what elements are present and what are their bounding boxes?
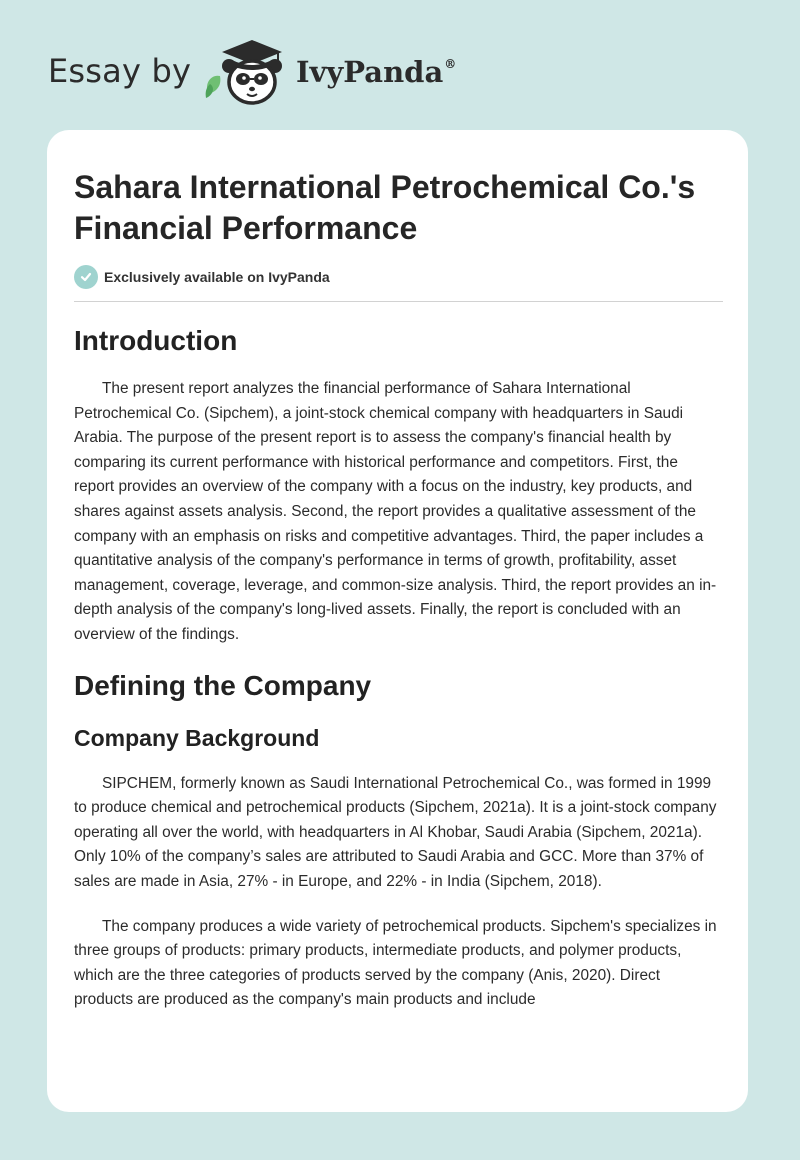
registered-mark: ®	[444, 57, 457, 71]
introduction-heading: Introduction	[74, 325, 238, 356]
introduction-paragraph: The present report analyzes the financial performance of Sahara International Petrochemical Co. (Sipchem), a joint-stock chemical company with headquarters in Saudi Arabia. The purpose of the present report is to assess the company's financial health by comparing its current performance with historical performance and competitors. First, the report provides an overview of the company with a focus on the industry, key products, and shares against assets analysis. Second, the report provides a qualitative assessment of the company with an emphasis on risks and competitive advantages. Third, the paper includes a quantitative analysis of the company's performance in terms of growth, profitability, asset management, coverage, leverage, and common-size analysis. Third, the report provides an in-depth analysis of the company's long-lived assets. Finally, the report is concluded with an overview of the findings.	[74, 380, 717, 643]
essay-by-label: Essay by	[48, 52, 192, 90]
essay-card	[47, 130, 748, 1112]
company-background-paragraph: SIPCHEM, formerly known as Saudi International Petrochemical Co., was formed in 1999 to produce chemical and petrochemical products (Sipchem, 2021a). It is a joint-stock company operating all over the world, with headquarters in Al Khobar, Saudi Arabia (Sipchem, 2021a). Only 10% of the company’s sales are attributed to Saudi Arabia and GCC. More than 37% of sales are made in Asia, 27% - in Europe, and 22% - in India (Sipchem, 2018).	[74, 774, 717, 890]
panda-graduation-cap-icon[interactable]	[202, 36, 290, 108]
page-title: Sahara International Petrochemical Co.'s Financial Performance	[74, 169, 696, 246]
exclusive-badge	[74, 264, 722, 290]
products-paragraph: The company produces a wide variety of petrochemical products. Sipchem's specializes in three groups of products: primary products, intermediate products, and polymer products, which are the three categories of products served by the company (Anis, 2020). Direct products are produced as the company's main products and include	[74, 917, 717, 1009]
essay-content	[74, 130, 722, 1013]
check-circle-icon	[74, 265, 98, 289]
defining-company-heading: Defining the Company	[74, 669, 372, 701]
brand-name[interactable]: IvyPanda®	[296, 55, 457, 89]
company-background-heading: Company Background	[74, 724, 320, 751]
divider	[74, 301, 723, 302]
exclusive-label: Exclusively available on IvyPanda	[104, 269, 330, 285]
site-header	[48, 36, 508, 108]
